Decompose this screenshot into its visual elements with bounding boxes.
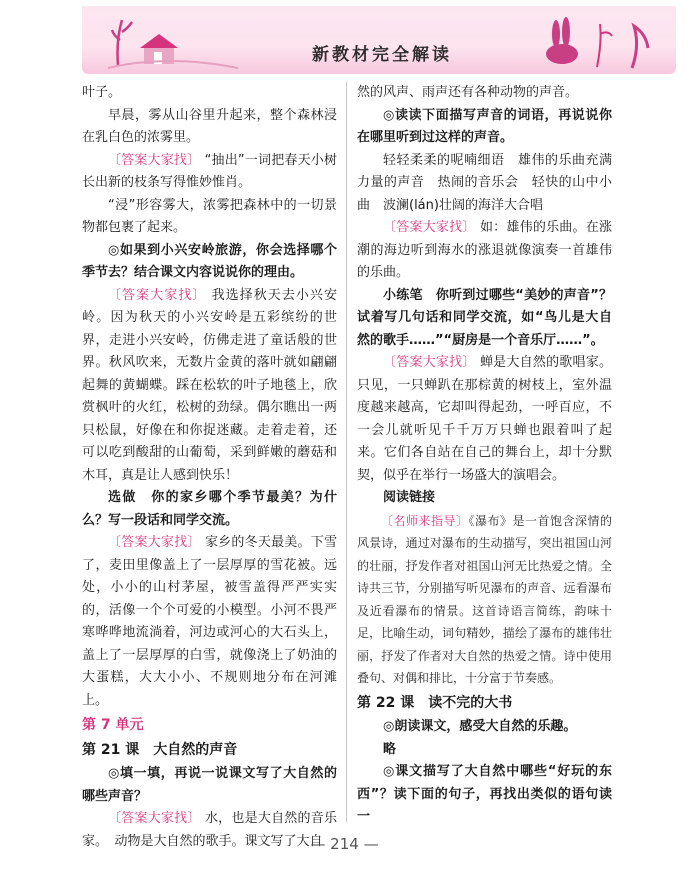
answer-text: “抽出”一词把春天小树长出新的枝条写得惟妙惟肖。 — [82, 152, 337, 190]
right-column — [357, 82, 612, 829]
lesson-heading: 第 22 课 读不完的大书 — [357, 694, 513, 711]
answer-tag: 〔答案大家找〕 — [108, 811, 201, 826]
answer-text: 蝉是大自然的歌唱家。只见，一只蝉趴在那棕黄的树枝上，室外温度越来越高，它却叫得起劲，一呼百应，不一会儿就听见千千万万只蝉也跟着叫了起来。它们各自站在自己的舞台上，却十分默契，似乎在举行一场盛大的演唱会。 — [357, 355, 612, 483]
question: ◎读读下面描写声音的词语，再说说你在哪里听到过这样的声音。 — [357, 107, 612, 145]
question: ◎朗读课文，感受大自然的乐趣。 — [383, 719, 577, 734]
answer-text: 水，也是大自然的音乐家。 动物是大自然的歌手。课文写了大自 — [82, 811, 337, 849]
answer-block — [357, 217, 612, 285]
left-column — [82, 82, 337, 853]
question: ◎填一填，再说一说课文写了大自然的哪些声音？ — [82, 766, 337, 804]
answer-block — [82, 532, 337, 712]
answer-text: 如：雄伟的乐曲。在涨潮的海边听到海水的涨退就像演奏一首雄伟的乐曲。 — [357, 220, 612, 280]
header-title: 新教材完全解读 — [312, 45, 452, 65]
section-heading: 阅读链接 — [383, 490, 436, 505]
answer-tag: 〔答案大家找〕 — [108, 152, 201, 168]
header-banner — [82, 6, 676, 74]
cottage-tree-illustration — [108, 10, 238, 70]
answer-text: 家乡的冬天最美。下雪了，麦田里像盖上了一层厚厚的雪花被。远处，小小的山村茅屋，被雪盖得严严实实的，活像一个个可爱的小模型。小河不畏严寒哗哗地流淌着，河边或河心的大石头上，盖上了一层厚厚的白雪，就像浇上了奶油的大蛋糕，大大小小、不规则地分布在河滩上。 — [82, 535, 337, 708]
question: ◎如果到小兴安岭旅游，你会选择哪个季节去？结合课文内容说说你的理由。 — [82, 242, 337, 280]
answer-text: 我选择秋天去小兴安岭。因为秋天的小兴安岭是五彩缤纷的世界，走进小兴安岭，仿佛走进了童话般的世界。秋风吹来，无数片金黄的落叶就如翩翩起舞的黄蝴蝶。踩在松软的叶子地毯上，欣赏枫叶的火红，松树的劲绿。偶尔瞧出一两只松鼠，好像在和你捉迷藏。走着走着，还可以吃到酸甜的山葡萄，采到鲜嫩的蘑菇和木耳，真是让人感到快乐！ — [82, 287, 337, 483]
answer-text: 略 — [383, 741, 397, 757]
paragraph: 叶子。 — [82, 85, 122, 100]
guide-tag: 〔名师来指导〕 — [381, 513, 469, 528]
guide-text: 《瀑布》是一首饱含深情的风景诗，通过对瀑布的生动描写，突出祖国山河的壮丽，抒发作者对祖国山河无比热爱之情。全诗共三节，分别描写听见瀑布的声音、远看瀑布及近看瀑布的情景。这首诗语言简练，韵味十足，比喻生动，词句精妙，描绘了瀑布的雄伟壮丽，抒发了作者对大自然的热爱之情。诗中使用叠句、对偶和排比，十分富于节奏感。 — [357, 513, 612, 685]
question: 选做 你的家乡哪个季节最美？为什么？写一段话和同学交流。 — [82, 490, 337, 528]
lesson-heading: 第 21 课 大自然的声音 — [82, 741, 238, 758]
answer-tag: 〔答案大家找〕 — [383, 220, 476, 235]
unit-heading: 第 7 单元 — [82, 717, 144, 733]
answer-tag: 〔答案大家找〕 — [108, 535, 201, 550]
answer-block — [82, 150, 337, 195]
paragraph: 然的风声、雨声还有各种动物的声音。 — [357, 85, 579, 100]
answer-tag: 〔答案大家找〕 — [383, 355, 476, 370]
question: 小练笔 你听到过哪些“美妙的声音”？试着写几句话和同学交流，如“鸟儿是大自然的歌手……”“厨房是一个音乐厅……”。 — [357, 287, 612, 348]
page-number: — 214 — — [310, 835, 379, 853]
column-divider — [346, 82, 347, 822]
answer-text: “浸”形容雾大，浓雾把森林中的一切景物都包裹了起来。 — [82, 197, 337, 235]
answer-block — [357, 352, 612, 487]
question: ◎课文描写了大自然中哪些“好玩的东西”？读下面的句子，再找出类似的语句读一 — [357, 764, 612, 824]
paragraph: 早晨，雾从山谷里升起来，整个森林浸在乳白色的浓雾里。 — [82, 107, 337, 145]
teacher-guide-block — [357, 510, 612, 690]
answer-block — [82, 285, 337, 488]
word-list: 轻轻柔柔的呢喃细语 雄伟的乐曲充满力量的声音 热闹的音乐会 轻快的山中小曲 波澜(lán)壮阔的海洋大合唱 — [357, 152, 612, 213]
answer-tag: 〔答案大家找〕 — [108, 287, 207, 303]
rabbit-flowers-illustration — [522, 12, 662, 72]
